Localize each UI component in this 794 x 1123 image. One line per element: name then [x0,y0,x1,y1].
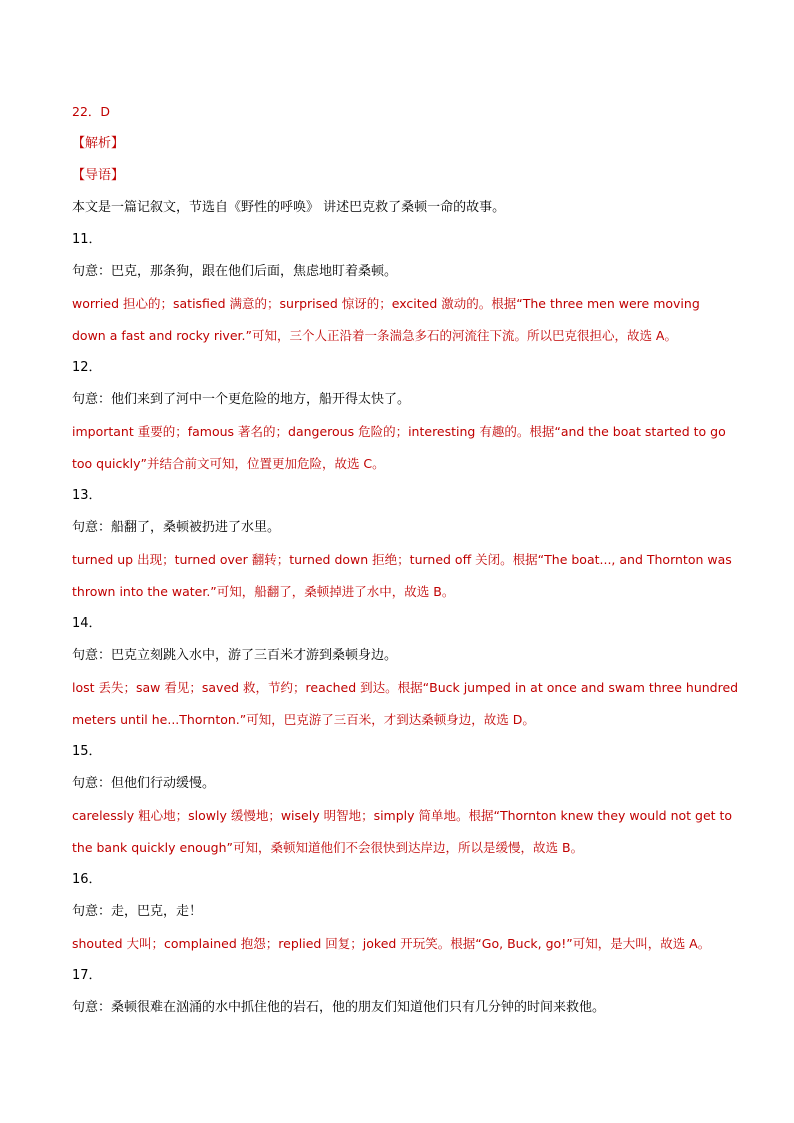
question-analysis-12-line-2: too quickly”并结合前文可知，位置更加危险，故选 C。 [72,456,385,471]
question-analysis-15-line-1: carelessly 粗心地；slowly 缓慢地；wisely 明智地；simply 简单地。根据“Thornton knew they would not get to [72,808,733,823]
question-meaning-16: 句意：走，巴克，走！ [72,904,203,919]
question-number-16: 16． [72,872,102,887]
question-number-14: 14． [72,616,102,631]
question-analysis-16-line-1: shouted 大叫；complained 抱怨；replied 回复；joked 开玩笑。根据“Go, Buck, go!”可知，是大叫，故选 A。 [72,936,711,951]
question-number-11: 11． [72,232,102,247]
question-analysis-14-line-1: lost 丢失；saw 看见；saved 救，节约；reached 到达。根据“Buck jumped in at once and swam three hundred [72,680,739,695]
question-analysis-11-line-1: worried 担心的；satisfied 满意的；surprised 惊讶的；excited 激动的。根据“The three men were moving [72,296,700,311]
question-analysis-13-line-2: thrown into the water.”可知，船翻了，桑顿掉进了水中，故选 B。 [72,584,455,599]
question-number-13: 13． [72,488,102,503]
answer-document [72,96,739,1024]
intro-text: 本文是一篇记叙文，节选自《野性的呼唤》 讲述巴克救了桑顿一命的故事。 [72,200,506,215]
question-meaning-15: 句意：但他们行动缓慢。 [72,776,216,791]
intro-tag: 【导语】 [72,168,125,183]
question-meaning-12: 句意：他们来到了河中一个更危险的地方，船开得太快了。 [72,392,411,407]
question-meaning-14: 句意：巴克立刻跳入水中，游了三百米才游到桑顿身边。 [72,648,398,663]
analysis-tag: 【解析】 [72,136,125,151]
question-number-12: 12． [72,360,102,375]
question-number-15: 15． [72,744,102,759]
question-analysis-15-line-2: the bank quickly enough”可知，桑顿知道他们不会很快到达岸边，所以是缓慢，故选 B。 [72,840,584,855]
question-analysis-13-line-1: turned up 出现；turned over 翻转；turned down 拒绝；turned off 关闭。根据“The boat..., and Thornton was [72,552,732,567]
question-analysis-11-line-2: down a fast and rocky river.”可知，三个人正沿着一条湍急多石的河流往下流。所以巴克很担心，故选 A。 [72,328,677,343]
question-meaning-13: 句意：船翻了，桑顿被扔进了水里。 [72,520,281,535]
answer-header: 22．D [72,104,111,119]
question-number-17: 17． [72,968,102,983]
question-analysis-12-line-1: important 重要的；famous 著名的；dangerous 危险的；interesting 有趣的。根据“and the boat started to go [72,424,726,439]
question-analysis-14-line-2: meters until he...Thornton.”可知，巴克游了三百米，才到达桑顿身边，故选 D。 [72,712,535,727]
question-meaning-17: 句意：桑顿很难在汹涌的水中抓住他的岩石，他的朋友们知道他们只有几分钟的时间来救他。 [72,1000,606,1015]
question-meaning-11: 句意：巴克，那条狗，跟在他们后面，焦虑地盯着桑顿。 [72,264,398,279]
